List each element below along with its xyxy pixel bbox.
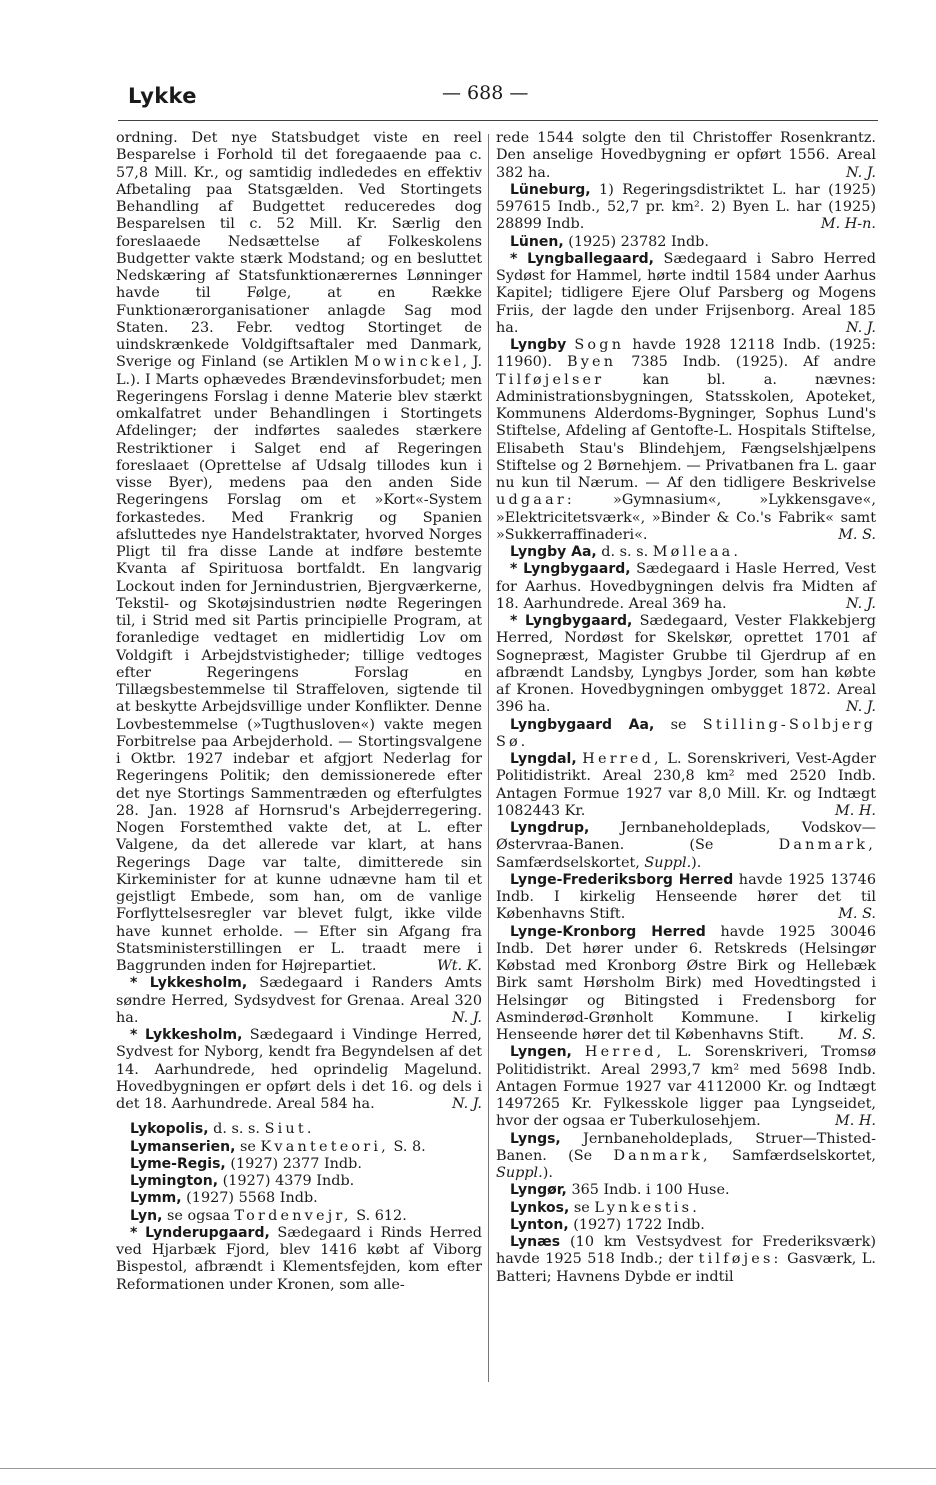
signature: M. H. — [834, 802, 876, 819]
signature: N. J. — [451, 1096, 482, 1112]
entry-lykopolis: Lykopolis, d. s. s. Siut. — [130, 1121, 315, 1138]
entry-lynton: Lynton, (1927) 1722 Indb. — [510, 1216, 705, 1233]
signature: N. J. — [845, 595, 876, 612]
entry-lyngdrup: Lyngdrup, Jernbaneholdeplads, Vodskov—Østervraa-Banen. (Se Danmark, Samfærdselskortet, Suppl.). — [496, 820, 876, 871]
entry-lunen: Lünen, (1925) 23782 Indb. — [510, 233, 709, 250]
signature: N. J. — [451, 1009, 482, 1026]
scan-bottom-edge — [0, 1468, 936, 1469]
signature: M. S. — [838, 1027, 876, 1043]
signature: N. J. — [845, 319, 876, 336]
entry-lymm: Lymm, (1927) 5568 Indb. — [130, 1190, 318, 1207]
page-header — [128, 82, 876, 116]
entry-lyngor: Lyngør, 365 Indb. i 100 Huse. — [510, 1182, 730, 1199]
page-number: — 688 — — [442, 82, 529, 104]
running-head: Lykke — [128, 84, 197, 108]
entry-lyngs: Lyngs, Jernbaneholdeplads, Struer—Thisted-Banen. (Se Danmark, Samfærdselskortet, Suppl.). — [496, 1130, 876, 1181]
signature: N. J. — [845, 164, 876, 181]
entry-lynaes: Lynæs (10 km Vestsydvest for Frederiksværk) havde 1925 518 Indb.; der tilføjes: Gasværk, L. Batteri; Havnens Dybde er indtil — [496, 1234, 876, 1285]
entry-lynge-frederiksborg: Lynge-Frederiksborg Herred havde 1925 13746 Indb. I kirkelig Henseende hører det til Københavns Stift. M. S. — [496, 871, 876, 923]
entry-lyngbygaard-1: * Lyngbygaard, Sædegaard i Hasle Herred, Vest for Aarhus. Hovedbygningen delvis fra Midten af 18. Aarhundrede. Areal 369 ha. N. J. — [496, 561, 876, 612]
header-rule — [118, 120, 878, 121]
entry-lyngbygaard-2: * Lyngbygaard, Sædegaard, Vester Flakkebjerg Herred, Nordøst for Skelskør, oprettet 1701 af Sognepræst, Magister Grubbe til Gjerdrup af en afbrændt Landsby, Lyngbys Jorder, som han købte af Kronen. Hovedbygningen ombygget 1872. Areal 396 ha. N. J. — [496, 613, 876, 716]
entry-lynkos: Lynkos, se Lynkestis. — [510, 1199, 701, 1216]
entry-lynderupgaard: * Lynderupgaard, Sædegaard i Rinds Herred ved Hjarbæk Fjord, blev 1416 købt af Viborg Bispestol, afbrændt i Klementsfejden, kom efter Reformationen under Kronen, som alle- — [116, 1224, 482, 1293]
left-column — [116, 130, 482, 1294]
paragraph-continuation: ordning. Det nye Statsbudget viste en reel Besparelse i Forhold til det foregaaende paa c. 57,8 Mill. Kr., og samtidig indlededes en effektiv Afbetaling paa Statsgælden. Ved Stortingets Behandling af Budgettet reduceredes dog Besparelsen til c. 52 Mill. Kr. Særlig den foreslaaede Nedsættelse af Folkeskolens Budgetter vakte stærk Modstand; og en besluttet Nedskæring af Statsfunktionærernes Lønninger havde til Følge, at en Række Funktionærorganisationer anlagde Sag mod Staten. 23. Febr. vedtog Stortinget de uindskrænkede Voldgiftsaftaler med Danmark, Sverige og Finland (se Artiklen Mowinckel, J. L.). I Marts ophævedes Brændevinsforbudet; men Regeringens Forslag i denne Materie blev stærkt omkalfatret under Behandlingen i Stortingets Afdelinger; der indførtes saaledes stærkere Restriktioner i Salget end af Regeringen foreslaaet (Oprettelse af Udsalg tillodes kun i visse Byer), medens paa den anden Side Regeringens Forslag om et »Kort«-System forkastedes. Med Frankrig og Spanien afsluttedes nye Handelstraktater, hvorved Norges Pligt til fra disse Lande at indføre bestemte Kvanta af Spirituosa bortfaldt. En langvarig Lockout inden for Jernindustrien, Bjergværkerne, Tekstil- og Skotøjsindustrien nødte Regeringen til, i Strid med sit Partis principielle Program, at foranledige vedtaget en midlertidig Lov om Voldgift i Arbejdstvistigheder; tillige vedtoges efter Regeringens Forslag en Tillægsbestemmelse til Straffeloven, sigtende til at beskytte Arbejdsvillige under Konflikter. Denne Lovbestemmelse (»Tugthusloven«) vakte megen Forbitrelse paa Arbejderhold. — Stortingsvalgene i Oktbr. 1927 indebar et afgjort Nederlag for Regeringens Politik; den demissionerede efter det nye Stortings Sammentræden og efterfulgtes 28. Jan. 1928 af Hornsrud's Arbejderregering. Nogen Forstemthed vakte det, at L. efter Valgene, da det allerede var klart, at hans Regerings Dage var talte, dimitterede sin Kirkeminister for at kunne udnævne ham til et gejstligt Embede, som han, om de vanlige Forflyttelsesregler var blevet fulgt, ikke vilde have kunnet erholde. — Efter sin Afgang fra Statsministerstillingen er L. traadt mere i Baggrunden inden for Højrepartiet. Wt. K. — [116, 130, 483, 974]
entry-lymington: Lymington, (1927) 4379 Indb. — [130, 1173, 355, 1189]
entry-lymanserien: Lymanserien, se Kvanteteori, S. 8. — [130, 1138, 426, 1155]
entry-lyngballegaard: * Lyngballegaard, Sædegaard i Sabro Herred Sydøst for Hammel, hørte indtil 1584 under Aarhus Kapitel; tidligere Ejere Oluf Parsberg og Mogens Friis, der lagde den under Frijsenborg. Areal 185 ha. N. J. — [496, 250, 876, 336]
entry-lykkesholm-2: * Lykkesholm, Sædegaard i Vindinge Herred, Sydvest for Nyborg, kendt fra Begyndelsen af det 14. Aarhundrede, hed oprindelig Magelund. Hovedbygningen er opført dels i det 16. og dels i det 18. Aarhundrede. Areal 584 ha. N. J. — [116, 1027, 482, 1112]
right-column — [496, 130, 876, 1286]
entry-lyngby-aa: Lyngby Aa, d. s. s. Mølleaa. — [510, 544, 742, 560]
signature: M. H-n. — [820, 216, 876, 233]
entry-lykkesholm-1: * Lykkesholm, Sædegaard i Randers Amts søndre Herred, Sydsydvest for Grenaa. Areal 320 ha. N. J. — [116, 975, 482, 1026]
column-divider — [488, 134, 489, 1382]
entry-lyngby: Lyngby Sogn havde 1928 12118 Indb. (1925: 11960). Byen 7385 Indb. (1925). Af andre Tilføjelser kan bl. a. nævnes: Administrationsbygningen, Statsskolen, Apoteket, Kommunens Alderdoms-Bygninger, Sophus Lund's Stiftelse, Afdeling af Gentofte-L. Hospitals Stiftelse, Elisabeth Stau's Blindehjem, Fængselshjælpens Stiftelse og 2 Børnehjem. — Privatbanen fra L. gaar nu kun til Nærum. — Af den tidligere Beskrivelse udgaar: »Gymnasium«, »Lykkensgave«, »Elektricitetsværk«, »Binder & Co.'s Fabrik« samt »Sukkerraffinaderi«. M. S. — [496, 337, 876, 543]
entry-luneburg: Lüneburg, 1) Regeringsdistriktet L. har (1925) 597615 Indb., 52,7 pr. km². 2) Byen L. har (1925) 28899 Indb. M. H-n. — [496, 181, 876, 233]
spaced-ref: Mowinckel — [354, 354, 463, 371]
entry-lyngdal: Lyngdal, Herred, L. Sorenskriveri, Vest-Agder Politidistrikt. Areal 230,8 km² med 2520 Indb. Antagen Formue 1927 var 8,0 Mill. Kr. og Indtægt 1082443 Kr. M. H. — [496, 751, 876, 819]
entry-head: * Lykkesholm, — [130, 975, 248, 992]
entry-lyn: Lyn, se ogsaa Tordenvejr, S. 612. — [130, 1207, 407, 1224]
signature: Wt. K. — [436, 958, 482, 974]
entry-lyngen: Lyngen, Herred, L. Sorenskriveri, Tromsø Politidistrikt. Areal 2993,7 km² med 5698 Indb. Antagen Formue 1927 var 4112000 Kr. og Indtægt 1497265 Kr. Fylkesskole ligger paa Lyngseidet, hvor der ogsaa er Tuberkulosehjem. M. H. — [496, 1044, 877, 1130]
entry-head: * Lykkesholm, — [130, 1027, 243, 1043]
entry-lynge-kronborg: Lynge-Kronborg Herred havde 1925 30046 Indb. Det hører under 6. Retskreds (Helsingør Købstad med Kronborg Østre Birk og Hellebæk Birk samt Hørsholm Birk) med Hovedtingsted i Helsingør og Bitingsted i Fredensborg for Asminderød-Grønholt Kommune. I kirkelig Henseende hører det til Københavns Stift. M. S. — [496, 923, 876, 1043]
signature: M. H. — [834, 1113, 876, 1130]
signature: M. S. — [838, 906, 876, 923]
entry-lyngbygaard-aa: Lyngbygaard Aa, se Stilling-Solbjerg Sø. — [496, 716, 876, 750]
signature: N. J. — [845, 699, 876, 716]
entry-lyme-regis: Lyme-Regis, (1927) 2377 Indb. — [130, 1155, 362, 1172]
signature: M. S. — [838, 526, 876, 543]
entry-continuation: rede 1544 solgte den til Christoffer Rosenkrantz. Den anselige Hovedbygning er opført 1556. Areal 382 ha. N. J. — [496, 130, 876, 181]
